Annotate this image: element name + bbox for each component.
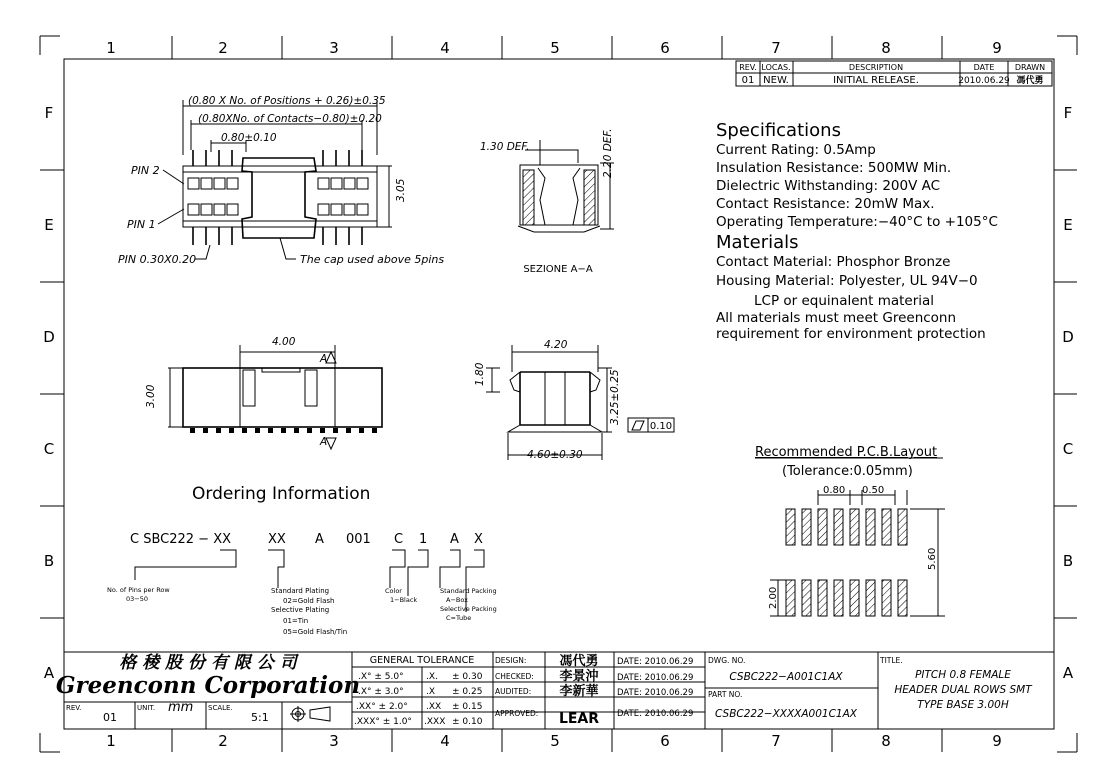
- material-line: LCP or equinalent material: [754, 293, 935, 309]
- tol-angle: .X° ± 3.0°: [358, 687, 404, 697]
- pin-label: PIN 1: [127, 218, 156, 231]
- sign-label: AUDITED:: [495, 687, 532, 696]
- side-pins: [190, 428, 377, 433]
- rev-label: REV.: [66, 704, 82, 712]
- spec-line: Insulation Resistance: 500MW Min.: [716, 160, 952, 176]
- row-label: A: [43, 664, 55, 682]
- row-label: C: [43, 440, 55, 458]
- col-label: 6: [660, 39, 670, 57]
- dim-label: 4.60±0.30: [527, 449, 583, 461]
- section-marker: A: [320, 353, 328, 365]
- company-cn: 格 稜 股 份 有 限 公 司: [119, 653, 297, 673]
- sign-name: LEAR: [558, 711, 600, 727]
- dim-label: 3.00: [145, 384, 157, 408]
- order-note: 05=Gold Flash/Tin: [283, 628, 348, 636]
- dim-label: (0.80XNo. of Contacts−0.80)±0.20: [198, 113, 382, 125]
- pin-label: PIN 0.30X0.20: [118, 253, 197, 266]
- sign-date: DATE: 2010.06.29: [617, 657, 694, 667]
- order-note: Selective Packing: [440, 605, 497, 613]
- dim-label: 0.50: [862, 485, 885, 496]
- col-label: 9: [992, 39, 1002, 57]
- title-block: [56, 652, 1054, 729]
- pcb-title: Recommended P.C.B.Layout: [755, 445, 938, 460]
- column-labels-top: [106, 39, 1002, 57]
- cap-note: The cap used above 5pins: [300, 253, 445, 266]
- tol-value: ± 0.25: [452, 687, 483, 697]
- dim-label: 4.20: [544, 339, 568, 351]
- section-label: SEZIONE A−A: [523, 264, 593, 275]
- pin-label: PIN 2: [131, 164, 160, 177]
- dwg-value: CSBC222−A001C1AX: [729, 671, 843, 683]
- scale-value: 5:1: [251, 711, 269, 724]
- sign-date: DATE: 2010.06.29: [617, 673, 694, 683]
- col-label: 5: [550, 732, 560, 750]
- pcb-tolerance: (Tolerance:0.05mm): [782, 464, 913, 479]
- dim-label: 1.30 DEF.: [480, 141, 530, 153]
- material-line: requirement for environment protection: [716, 326, 986, 342]
- rev-header: DRAWN: [1014, 63, 1046, 72]
- rev-header: DATE: [973, 63, 995, 72]
- material-line: Housing Material: Polyester, UL 94V−0: [716, 273, 978, 289]
- rev-value: 2010.06.29: [958, 76, 1010, 86]
- row-label: C: [1062, 440, 1074, 458]
- row-label: D: [43, 328, 55, 346]
- title-label: TITLE.: [880, 656, 903, 665]
- spec-line: Operating Temperature:−40°C to +105°C: [716, 214, 998, 230]
- dim-label: 3.25±0.25: [609, 369, 621, 425]
- part-label: PART NO.: [708, 690, 743, 699]
- contact-squares: [188, 178, 368, 215]
- col-label: 6: [660, 732, 670, 750]
- ordering-title: Ordering Information: [192, 484, 371, 504]
- dim-label: 2.00: [768, 586, 779, 609]
- rev-value: 01: [103, 711, 117, 724]
- ordering-info: [107, 484, 497, 636]
- order-code: 1: [419, 532, 428, 547]
- sign-date: DATE: 2010.06.29: [617, 688, 694, 698]
- order-note: Selective Plating: [271, 606, 330, 614]
- spec-line: Dielectric Withstanding: 200V AC: [716, 178, 941, 194]
- dim-label: 3.05: [395, 178, 407, 202]
- tol-angle: .XXX° ± 1.0°: [354, 717, 412, 727]
- tol-value: ± 0.10: [452, 717, 483, 727]
- row-label: B: [1062, 552, 1074, 570]
- order-code: C SBC222 − XX: [130, 532, 232, 547]
- top-view: [118, 95, 444, 266]
- order-code: A: [450, 532, 459, 547]
- pcb-pads-top: [786, 509, 907, 545]
- dim-label: 1.80: [474, 362, 486, 386]
- order-note: Color: [385, 587, 402, 595]
- row-label: D: [1062, 328, 1074, 346]
- title-line: TYPE BASE 3.00H: [917, 699, 1009, 711]
- part-value: CSBC222−XXXXA001C1AX: [715, 708, 857, 720]
- col-label: 8: [881, 39, 891, 57]
- flatness-value: 0.10: [649, 421, 673, 432]
- order-note: 01=Tin: [283, 617, 309, 625]
- tol-dim: .X: [426, 687, 436, 697]
- title-line: HEADER DUAL ROWS SMT: [894, 684, 1032, 696]
- unit-value: mm: [168, 700, 194, 715]
- sign-date: DATE: 2010.06.29: [617, 709, 694, 719]
- tol-angle: .XX° ± 2.0°: [356, 702, 408, 712]
- projection-icon: [290, 706, 330, 722]
- order-note: 03−50: [126, 595, 148, 603]
- tol-value: ± 0.15: [452, 702, 483, 712]
- pcb-layout: [755, 445, 945, 616]
- tolerance-heading: GENERAL TOLERANCE: [369, 655, 475, 666]
- sign-name: 李景沖: [559, 669, 599, 684]
- col-label: 5: [550, 39, 560, 57]
- col-label: 1: [106, 732, 116, 750]
- end-view: [474, 339, 674, 461]
- tol-dim: .XX: [426, 702, 442, 712]
- dwg-label: DWG. NO.: [708, 656, 746, 665]
- specifications: [716, 120, 998, 342]
- col-label: 7: [771, 732, 781, 750]
- title-line: PITCH 0.8 FEMALE: [915, 669, 1011, 681]
- sign-label: CHECKED:: [495, 672, 534, 681]
- side-view: [145, 336, 382, 449]
- material-line: Contact Material: Phosphor Bronze: [716, 254, 951, 270]
- rev-value: NEW.: [763, 75, 789, 86]
- sign-name: 李新華: [559, 684, 599, 699]
- order-note: C=Tube: [446, 614, 472, 622]
- row-label: F: [44, 104, 54, 122]
- company-en: Greenconn Corporation: [55, 672, 361, 699]
- col-label: 4: [440, 732, 450, 750]
- unit-label: UNIT.: [137, 704, 156, 712]
- row-label: B: [43, 552, 55, 570]
- rev-value: INITIAL RELEASE.: [833, 75, 919, 86]
- materials-heading: Materials: [716, 232, 799, 253]
- rev-header: REV.: [739, 63, 757, 72]
- row-label: F: [1063, 104, 1073, 122]
- col-label: 8: [881, 732, 891, 750]
- rev-header: DESCRIPTION: [848, 63, 904, 72]
- dim-label: 5.60: [927, 547, 938, 570]
- order-note: Standard Packing: [440, 587, 497, 595]
- order-note: A−Box: [446, 596, 468, 604]
- tol-dim: .XXX: [424, 717, 446, 727]
- tol-value: ± 0.30: [452, 672, 483, 682]
- row-label: E: [44, 216, 54, 234]
- order-note: 02=Gold Flash: [283, 597, 335, 605]
- tol-dim: .X.: [426, 672, 438, 682]
- order-code: XX: [268, 532, 286, 547]
- dim-label: 0.80±0.10: [221, 132, 277, 144]
- col-label: 3: [329, 732, 339, 750]
- section-marker: A: [320, 436, 328, 448]
- scale-label: SCALE.: [208, 704, 233, 712]
- col-label: 7: [771, 39, 781, 57]
- col-label: 3: [329, 39, 339, 57]
- tol-angle: .X° ± 5.0°: [358, 672, 404, 682]
- frame-outer: [40, 36, 1077, 752]
- dim-label: 2.20 DEF.: [602, 128, 614, 178]
- row-label: A: [1062, 664, 1074, 682]
- dim-label: 4.00: [272, 336, 296, 348]
- order-code: X: [474, 532, 483, 547]
- order-code: 001: [346, 532, 371, 547]
- order-note: No. of Pins per Row: [107, 586, 170, 594]
- sign-label: APPROVED:: [495, 709, 539, 718]
- col-label: 2: [218, 732, 228, 750]
- order-note: Standard Plating: [271, 587, 330, 595]
- column-labels-bottom: [106, 732, 1002, 750]
- col-label: 2: [218, 39, 228, 57]
- spec-line: Contact Resistance: 20mW Max.: [716, 196, 935, 212]
- order-code: C: [394, 532, 404, 547]
- col-label: 4: [440, 39, 450, 57]
- spec-line: Current Rating: 0.5Amp: [716, 142, 876, 158]
- rev-value: 01: [741, 75, 755, 86]
- order-note: 1−Black: [390, 596, 418, 604]
- pcb-pads-bottom: [786, 580, 907, 616]
- order-code: A: [315, 532, 324, 547]
- col-label: 9: [992, 732, 1002, 750]
- revision-table: [736, 61, 1052, 86]
- col-label: 1: [106, 39, 116, 57]
- sign-name: 馮代勇: [559, 654, 599, 669]
- dim-label: 0.80: [823, 485, 846, 496]
- dim-label: (0.80 X No. of Positions + 0.26)±0.35: [188, 95, 386, 107]
- rev-value: 馮代勇: [1016, 76, 1044, 86]
- rev-header: LOCAS.: [761, 63, 791, 72]
- material-line: All materials must meet Greenconn: [716, 310, 957, 326]
- section-view: [480, 129, 614, 275]
- sign-label: DESIGN:: [495, 656, 527, 665]
- row-label: E: [1063, 216, 1073, 234]
- spec-heading: Specifications: [716, 120, 841, 141]
